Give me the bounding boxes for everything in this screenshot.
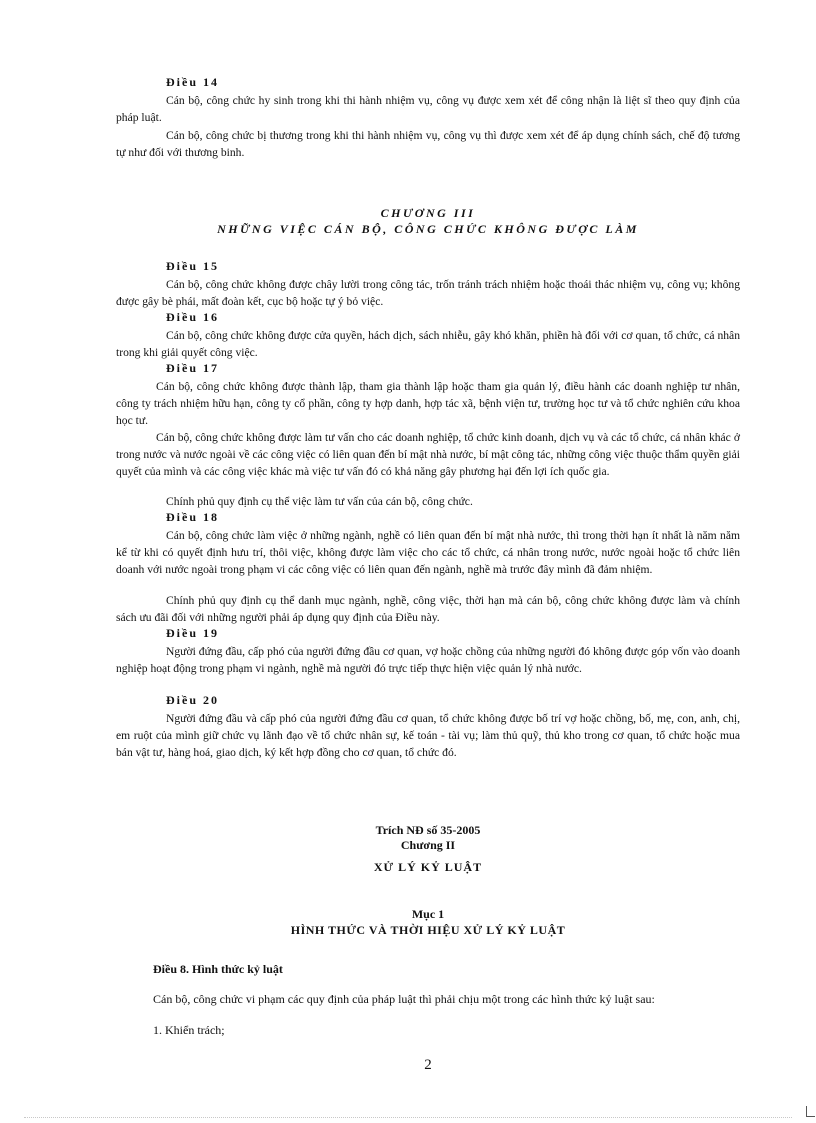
article-16-paragraph-1: Cán bộ, công chức không được cửa quyền, hách dịch, sách nhiễu, gây khó khăn, phiền hà đối với cơ quan, tổ chức, cá nhân trong khi giải quyết công việc. — [116, 329, 740, 359]
excerpt-source: Trích NĐ số 35-2005 — [375, 823, 481, 837]
article-14-heading: Điều 14 — [166, 75, 219, 89]
article-17-paragraph-2: Cán bộ, công chức không được làm tư vấn cho các doanh nghiệp, tổ chức kinh doanh, dịch vụ và các tổ chức, cá nhân khác ở trong nước và nước ngoài về các công việc có liên quan đến bí mật nhà nước, bí mật công tác, những công việc thuộc thẩm quyền giải quyết của mình và các công việc khác mà việc tư vấn đó có khả năng gây phương hại đến lợi ích quốc gia. — [116, 431, 740, 478]
article-16-heading: Điều 16 — [166, 310, 219, 324]
article-17-heading: Điều 17 — [166, 361, 219, 375]
excerpt-section-title: HÌNH THỨC VÀ THỜI HIỆU XỬ LÝ KỶ LUẬT — [290, 923, 566, 937]
article-8-paragraph-1: Cán bộ, công chức vi phạm các quy định của pháp luật thì phải chịu một trong các hình thức kỷ luật sau: — [153, 992, 655, 1006]
article-8-heading: Điều 8. Hình thức kỷ luật — [153, 962, 283, 976]
excerpt-chapter: Chương II — [400, 838, 456, 852]
article-17-paragraph-3: Chính phủ quy định cụ thể việc làm tư vấn của cán bộ, công chức. — [166, 495, 473, 508]
excerpt-chapter-title: XỬ LÝ KỶ LUẬT — [373, 860, 483, 874]
article-18-paragraph-1: Cán bộ, công chức làm việc ở những ngành, nghề có liên quan đến bí mật nhà nước, thì trong thời hạn ít nhất là năm năm kể từ khi có quyết định hưu trí, thôi việc, không được làm việc cho các tổ chức, cá nhân trong nước, nước ngoài hoặc tổ chức liên doanh với nước ngoài trong phạm vi các công việc có liên quan đến ngành, nghề mà trước đây mình đã đảm nhiệm. — [116, 529, 740, 576]
article-17-paragraph-1: Cán bộ, công chức không được thành lập, tham gia thành lập hoặc tham gia quản lý, điều hành các doanh nghiệp tư nhân, công ty trách nhiệm hữu hạn, công ty cổ phần, công ty hợp danh, hợp tác xã, bệnh viện tư, trường học tư và tổ chức nghiên cứu khoa học tư. — [116, 380, 740, 427]
article-14-paragraph-1: Cán bộ, công chức hy sinh trong khi thi hành nhiệm vụ, công vụ được xem xét để công nhận là liệt sĩ theo quy định của pháp luật. — [116, 94, 740, 124]
article-18-heading: Điều 18 — [166, 510, 219, 524]
article-19-paragraph-1: Người đứng đầu, cấp phó của người đứng đầu cơ quan, vợ hoặc chồng của những người đó không được góp vốn vào doanh nghiệp hoạt động trong phạm vi ngành, nghề mà người đó trực tiếp thực hiện việc quản lý nhà nước. — [116, 645, 740, 675]
chapter-3-subtitle: NHỮNG VIỆC CÁN BỘ, CÔNG CHỨC KHÔNG ĐƯỢC LÀM — [217, 222, 639, 236]
article-15-heading: Điều 15 — [166, 259, 219, 273]
article-8-item-1: 1. Khiển trách; — [153, 1023, 225, 1037]
article-19-heading: Điều 19 — [166, 626, 219, 640]
article-20-heading: Điều 20 — [166, 693, 219, 707]
article-18-paragraph-2: Chính phủ quy định cụ thể danh mục ngành, nghề, công việc, thời hạn mà cán bộ, công chức không được làm và chính sách ưu đãi đối với những người phải áp dụng quy định của Điều này. — [116, 594, 740, 624]
article-14-paragraph-2: Cán bộ, công chức bị thương trong khi thi hành nhiệm vụ, công vụ thì được xem xét để áp dụng chính sách, chế độ tương tự như đối với thương binh. — [116, 129, 740, 159]
chapter-3-title: CHƯƠNG III — [380, 206, 476, 220]
excerpt-section: Mục 1 — [411, 907, 445, 921]
article-20-paragraph-1: Người đứng đầu và cấp phó của người đứng đầu cơ quan, tổ chức không được bố trí vợ hoặc chồng, bố, mẹ, con, anh, chị, em ruột của mình giữ chức vụ lãnh đạo về tổ chức nhân sự, kế toán - tài vụ; làm thủ quỹ, thủ kho trong cơ quan, tổ chức hoặc mua bán vật tư, hàng hoá, giao dịch, ký kết hợp đồng cho cơ quan, tổ chức đó. — [116, 712, 740, 759]
page-bottom-divider — [24, 1117, 792, 1118]
page-corner-marker — [806, 1106, 815, 1117]
article-15-paragraph-1: Cán bộ, công chức không được chây lười trong công tác, trốn tránh trách nhiệm hoặc thoái thác nhiệm vụ, công vụ; không được gây bè phái, mất đoàn kết, cục bộ hoặc tự ý bỏ việc. — [116, 278, 740, 308]
page-number: 2 — [424, 1057, 432, 1073]
